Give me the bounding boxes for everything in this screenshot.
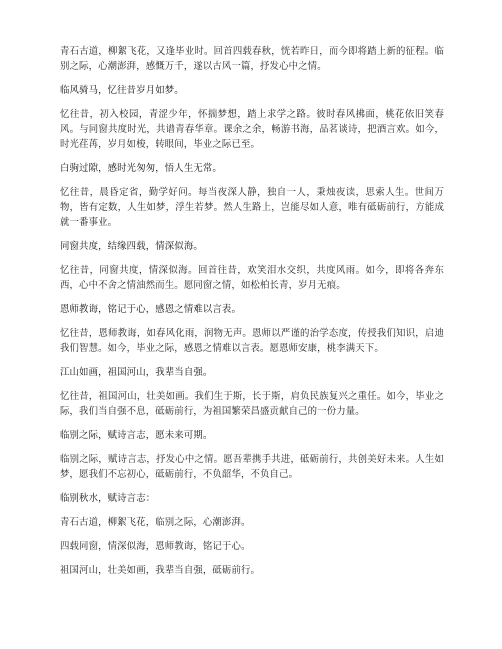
section-heading: 白驹过隙，感时光匆匆，悟人生无常。 [60,163,222,174]
section-heading: 临别之际，赋诗言志，愿未来可期。 [60,430,213,441]
section-heading: 恩师教诲，铭记于心，感恩之情难以言表。 [60,304,241,315]
poem-line: 祖国河山，壮美如画，我辈当自强，砥砺前行。 [60,565,261,576]
body-paragraph: 临别之际，赋诗言志，抒发心中之情。愿吾辈携手共进，砥砺前行，共创美好未来。人生如梦，愿我们不忘初心，砥砺前行，不负韶华，不负自己。 [60,454,444,480]
poem-line: 青石古道，柳絮飞花，临别之际，心潮澎湃。 [60,517,251,528]
document-page [60,44,444,578]
intro-paragraph: 青石古道，柳絮飞花，又逢毕业时。回首四载春秋，恍若昨日，而今即将踏上新的征程。临别之际，心潮澎湃，感慨万千，遂以古风一篇，抒发心中之情。 [60,46,444,72]
section-heading: 江山如画，祖国河山，我辈当自强。 [60,367,213,378]
poem-heading: 临别秋水，赋诗言志： [60,493,156,504]
body-paragraph: 忆往昔，晨昏定省，勤学好问。每当夜深人静，独自一人，秉烛夜读，思索人生。世间万物，皆有定数，人生如梦，浮生若梦。然人生路上，岂能尽如人意，唯有砥砺前行，方能成就一番事业。 [60,187,444,228]
section-heading: 临风骑马，忆往昔岁月如梦。 [60,85,184,96]
poem-line: 四载同窗，情深似海，恩师教诲，铭记于心。 [60,541,251,552]
body-paragraph: 忆往昔，同窗共度，情深似海。回首往昔，欢笑泪水交织，共度风雨。如今，即将各奔东西，心中不舍之情油然而生。愿同窗之情，如松柏长青，岁月无痕。 [60,265,444,291]
body-paragraph: 忆往昔，初入校园，青涩少年，怀揣梦想，踏上求学之路。彼时春风拂面，桃花依旧笑春风。与同窗共度时光，共谱青春华章。课余之余，畅游书海，品茗谈诗，把酒言欢。如今，时光荏苒，岁月如梭，转眼间，毕业之际已至。 [60,109,444,150]
section-heading: 同窗共度，结缘四载，情深似海。 [60,241,203,252]
body-paragraph: 忆往昔，祖国河山，壮美如画。我们生于斯，长于斯，肩负民族复兴之重任。如今，毕业之际，我们当自强不息，砥砺前行，为祖国繁荣昌盛贡献自己的一份力量。 [60,391,444,417]
body-paragraph: 忆往昔，恩师教诲，如春风化雨，润物无声。恩师以严谨的治学态度，传授我们知识，启迪我们智慧。如今，毕业之际，感恩之情难以言表。愿恩师安康，桃李满天下。 [60,328,444,354]
